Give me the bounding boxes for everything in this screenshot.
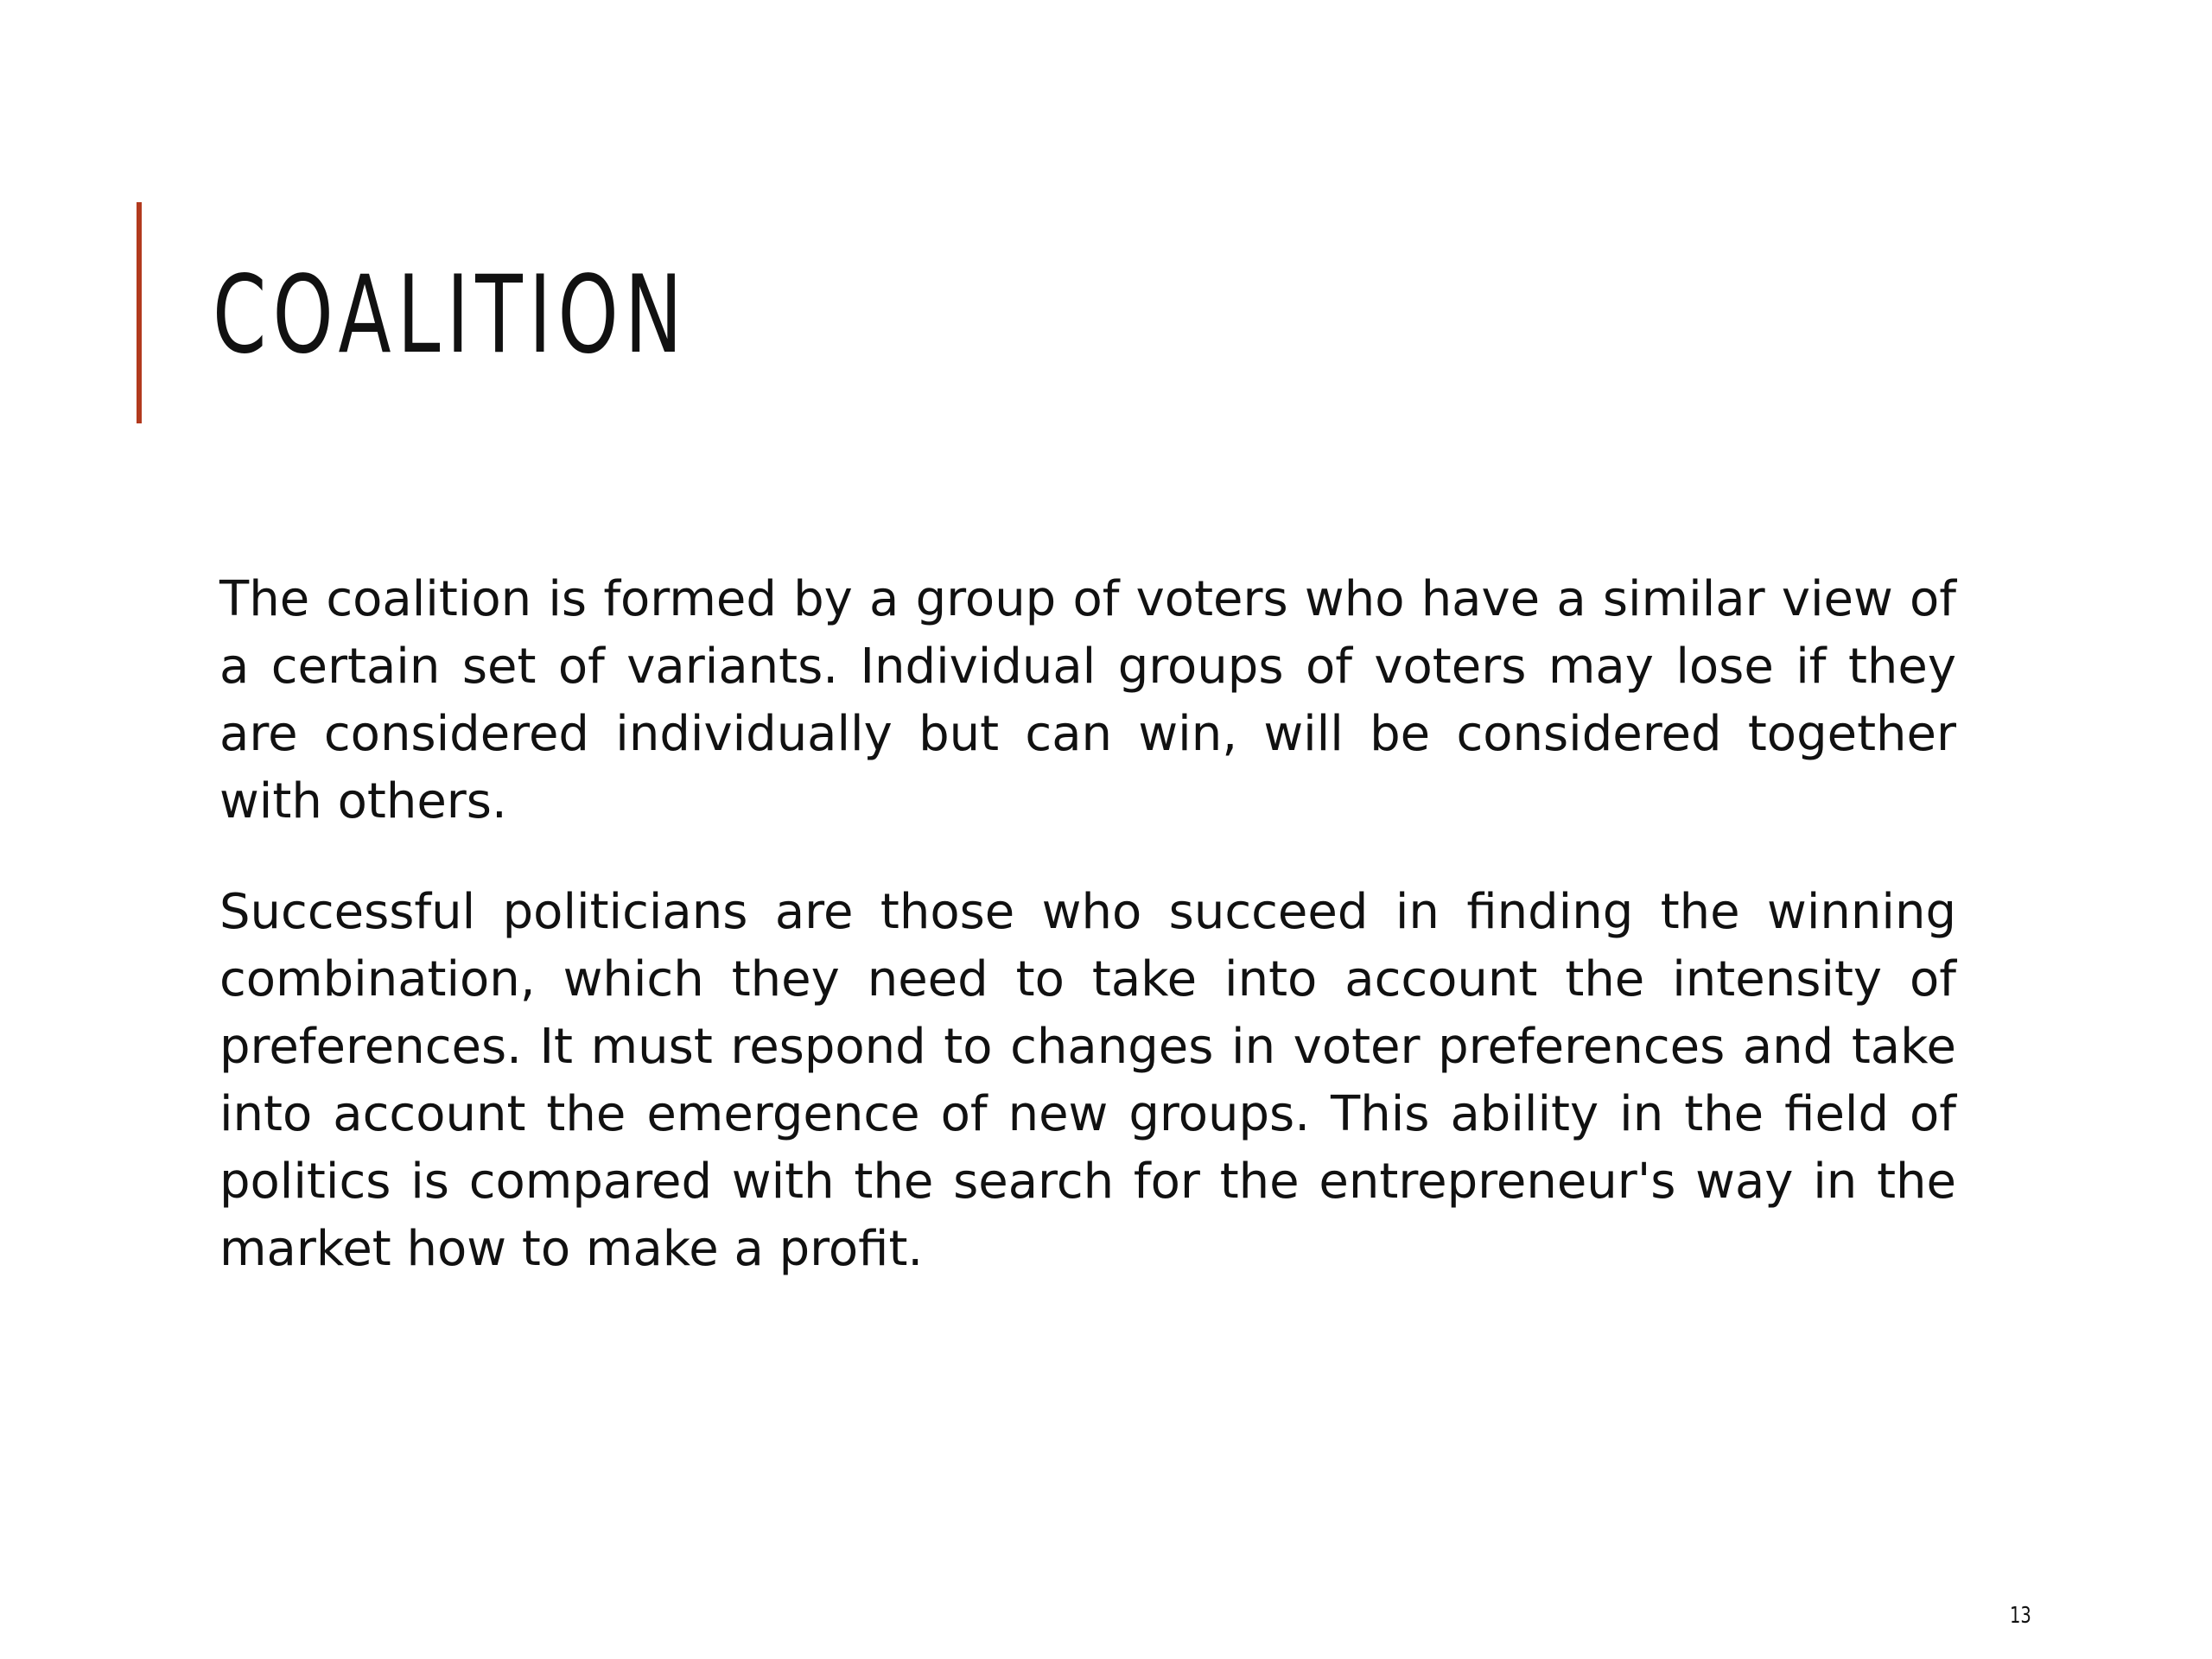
slide-title: COALITION: [213, 253, 689, 378]
title-accent-bar: [137, 202, 142, 423]
body-paragraph-2: Successful politicians are those who succeed in finding the winning combination, which they need to take into account the intensity of preferences. It must respond to changes in voter preferences and take into account the emergence of new groups. This ability in the field of politics is compared with the search for the entrepreneur's way in the market how to make a profit.: [219, 884, 1956, 1277]
page-number: 13: [2010, 1603, 2031, 1629]
slide-body: [219, 566, 1956, 1326]
body-paragraph-1: The coalition is formed by a group of voters who have a similar view of a certain set of variants. Individual groups of voters may lose if they are considered individually but can win, will be considered together with others.: [219, 571, 1956, 830]
